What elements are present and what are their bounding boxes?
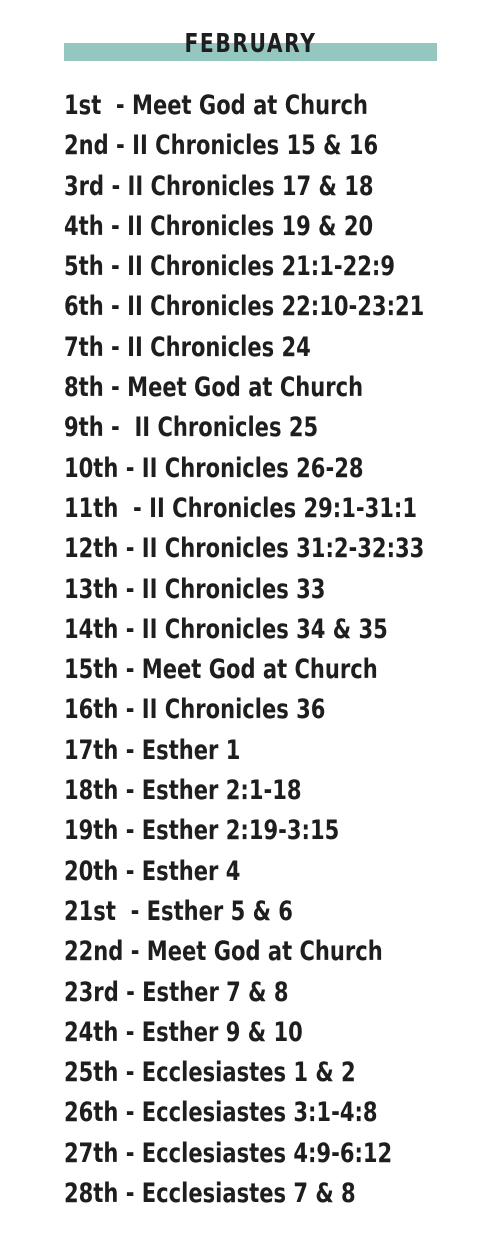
schedule-entry: 4th - II Chronicles 19 & 20 bbox=[64, 210, 374, 242]
schedule-entry: 28th - Ecclesiastes 7 & 8 bbox=[64, 1178, 356, 1210]
schedule-entry: 20th - Esther 4 bbox=[64, 855, 241, 887]
schedule-entry: 2nd - II Chronicles 15 & 16 bbox=[64, 130, 379, 162]
month-title: FEBRUARY bbox=[184, 29, 317, 59]
schedule-entry: 16th - II Chronicles 36 bbox=[64, 694, 326, 726]
schedule-entry: 23rd - Esther 7 & 8 bbox=[64, 976, 289, 1008]
schedule-entry: 11th - II Chronicles 29:1-31:1 bbox=[64, 492, 417, 524]
month-header bbox=[64, 24, 437, 64]
schedule-entry: 7th - II Chronicles 24 bbox=[64, 331, 311, 363]
schedule-entry: 17th - Esther 1 bbox=[64, 734, 241, 766]
schedule-entry: 18th - Esther 2:1-18 bbox=[64, 775, 302, 807]
schedule-entry: 13th - II Chronicles 33 bbox=[64, 573, 326, 605]
schedule-entry: 3rd - II Chronicles 17 & 18 bbox=[64, 170, 374, 202]
schedule-entry: 15th - Meet God at Church bbox=[64, 654, 378, 686]
schedule-entry: 1st - Meet God at Church bbox=[64, 90, 368, 121]
schedule-entry: 14th - II Chronicles 34 & 35 bbox=[64, 613, 388, 645]
schedule-entry: 8th - Meet God at Church bbox=[64, 372, 364, 404]
schedule-entry: 6th - II Chronicles 22:10-23:21 bbox=[64, 291, 425, 323]
schedule-entry: 5th - II Chronicles 21:1-22:9 bbox=[64, 251, 396, 283]
schedule-entry: 12th - II Chronicles 31:2-32:33 bbox=[64, 533, 425, 565]
schedule-entry: 10th - II Chronicles 26-28 bbox=[64, 452, 364, 484]
schedule-entry: 21st - Esther 5 & 6 bbox=[64, 895, 293, 927]
schedule-entry: 9th - II Chronicles 25 bbox=[64, 412, 319, 444]
schedule-entry: 19th - Esther 2:19-3:15 bbox=[64, 815, 340, 847]
reading-schedule-list bbox=[64, 86, 494, 1214]
schedule-entry: 22nd - Meet God at Church bbox=[64, 936, 383, 968]
schedule-entry: 27th - Ecclesiastes 4:9-6:12 bbox=[64, 1137, 393, 1169]
schedule-entry: 24th - Esther 9 & 10 bbox=[64, 1016, 303, 1048]
schedule-entry: 26th - Ecclesiastes 3:1-4:8 bbox=[64, 1097, 378, 1129]
schedule-entry: 25th - Ecclesiastes 1 & 2 bbox=[64, 1057, 356, 1089]
